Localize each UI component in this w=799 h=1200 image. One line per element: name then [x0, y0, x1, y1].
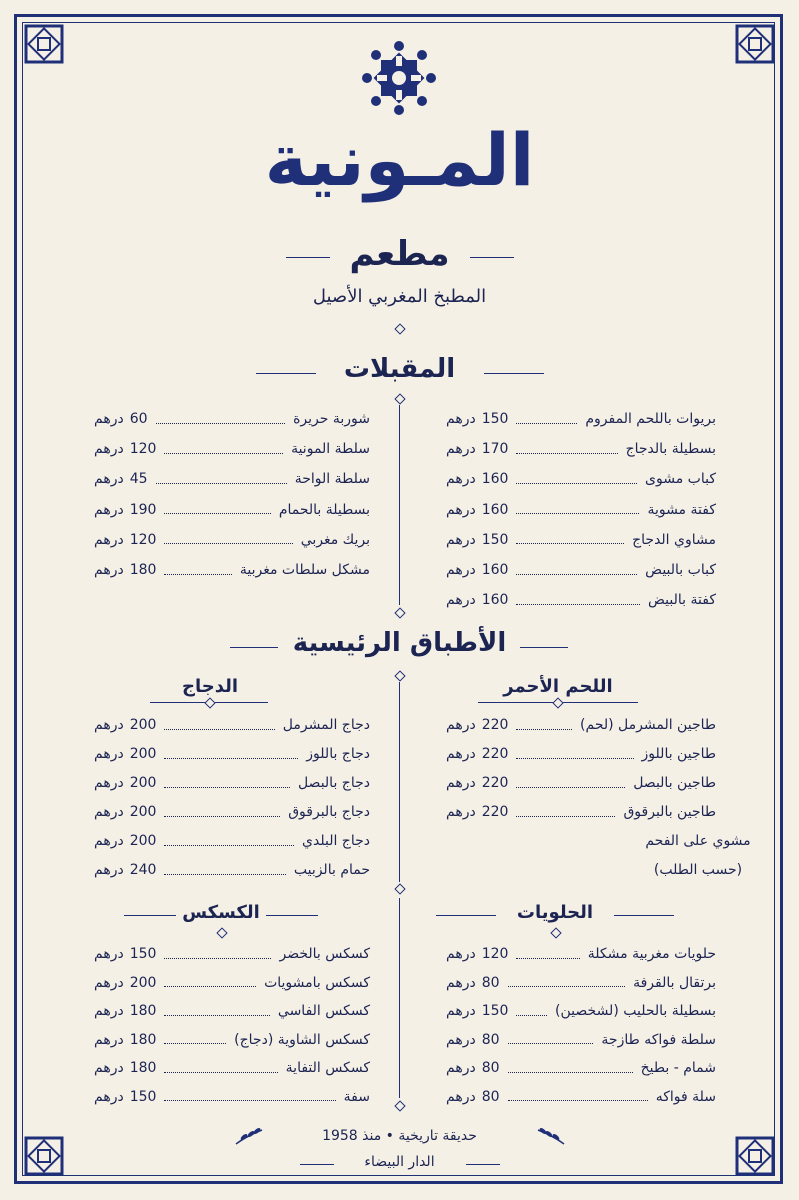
- star-logo-icon: [361, 40, 437, 116]
- menu-item-price: [440, 592, 508, 608]
- menu-item-price: [88, 975, 156, 991]
- dot-leader: [164, 513, 270, 514]
- footer-city: الدار البيضاء: [364, 1154, 435, 1170]
- currency-label: درهم: [94, 1031, 124, 1048]
- currency-label: درهم: [446, 717, 476, 733]
- footer-history: حديقة تاريخية • منذ 1958: [322, 1128, 477, 1144]
- menu-item-name: كفتة مشوية: [647, 501, 716, 518]
- price-value: 150: [481, 531, 509, 548]
- dot-leader: [516, 787, 625, 788]
- menu-item: [88, 437, 370, 461]
- dot-leader: [516, 729, 572, 730]
- menu-item-name: سلطة فواكه طازجة: [601, 1031, 716, 1048]
- dot-leader: [164, 816, 280, 817]
- price-value: 160: [481, 501, 509, 518]
- dot-leader: [164, 758, 298, 759]
- menu-item-name: طاجين بالبصل: [633, 775, 716, 791]
- menu-item-name: طاجين المشرمل (لحم): [580, 717, 716, 733]
- subsection-title-chicken: الدجاج: [181, 676, 239, 697]
- menu-item: [88, 942, 370, 966]
- menu-item: [440, 1085, 716, 1109]
- menu-item-price: [440, 717, 508, 733]
- dot-leader: [516, 513, 639, 514]
- price-value: 80: [481, 974, 500, 991]
- currency-label: درهم: [94, 1088, 124, 1105]
- menu-item-price: [440, 746, 508, 762]
- menu-item-name: حلويات مغربية مشكلة: [587, 946, 716, 962]
- price-value: 240: [129, 862, 157, 878]
- price-value: 45: [129, 471, 148, 488]
- menu-item: [88, 858, 370, 882]
- menu-item-price: [88, 775, 156, 791]
- price-value: 150: [129, 1088, 157, 1105]
- price-value: 120: [481, 946, 509, 962]
- currency-label: درهم: [94, 411, 124, 427]
- dot-leader: [164, 958, 271, 959]
- menu-item: [88, 467, 370, 491]
- menu-item-price: [88, 502, 156, 518]
- menu-item: [88, 771, 370, 795]
- dot-leader: [164, 1100, 335, 1101]
- menu-item-price: [88, 441, 156, 457]
- divider: [124, 915, 176, 916]
- currency-label: درهم: [94, 775, 124, 791]
- dot-leader: [164, 1072, 277, 1073]
- menu-item-price: [440, 775, 508, 791]
- currency-label: درهم: [446, 775, 476, 791]
- menu-item-price: [88, 411, 148, 427]
- menu-item: [440, 858, 799, 882]
- price-value: 80: [481, 1088, 500, 1105]
- menu-item-name: طاجين بالبرقوق: [623, 804, 716, 820]
- menu-item-price: [440, 502, 508, 518]
- price-value: 160: [481, 592, 509, 609]
- dot-leader: [164, 986, 256, 987]
- menu-item: [88, 800, 370, 824]
- dot-leader: [516, 543, 624, 544]
- menu-item: [440, 971, 716, 995]
- menu-item: [88, 528, 370, 552]
- currency-label: درهم: [446, 804, 476, 820]
- menu-item-price: [88, 746, 156, 762]
- currency-label: درهم: [446, 746, 476, 762]
- menu-item-name: كباب بالبيض: [645, 562, 716, 578]
- menu-item: [88, 713, 370, 737]
- menu-item: [440, 800, 716, 824]
- price-value: 150: [481, 411, 509, 427]
- menu-item: [88, 498, 370, 522]
- dot-leader: [516, 483, 637, 484]
- dot-leader: [508, 1043, 594, 1044]
- menu-item-name: شوربة حريرة: [293, 411, 370, 427]
- menu-item-name: مشاوي الدجاج: [632, 531, 716, 548]
- price-value: 170: [481, 441, 509, 458]
- price-value: 200: [129, 746, 157, 762]
- column-divider: [399, 405, 400, 605]
- corner-ornament-icon: [733, 22, 777, 66]
- menu-item-name: كسكس الفاسي: [277, 1003, 370, 1019]
- menu-item-price: [88, 833, 156, 849]
- corner-ornament-icon: [22, 22, 66, 66]
- dot-leader: [164, 845, 294, 846]
- menu-item-price: [440, 441, 508, 457]
- dot-leader: [516, 423, 577, 424]
- menu-item-name: طاجين باللوز: [641, 746, 716, 762]
- tagline: المطبخ المغربي الأصيل: [312, 286, 487, 307]
- currency-label: درهم: [446, 501, 476, 518]
- menu-item-name: سلة فواكه: [655, 1088, 716, 1105]
- menu-item-name: سفة: [343, 1088, 370, 1105]
- menu-item: [440, 467, 716, 491]
- price-value: 160: [481, 471, 509, 488]
- dot-leader: [164, 543, 292, 544]
- currency-label: درهم: [446, 592, 476, 609]
- dot-leader: [508, 986, 626, 987]
- price-value: 200: [129, 974, 157, 991]
- menu-item: [88, 558, 370, 582]
- price-value: 220: [481, 746, 509, 762]
- menu-item: [88, 971, 370, 995]
- menu-item-name: سلطة المونية: [291, 441, 370, 458]
- divider: [266, 915, 318, 916]
- dot-leader: [164, 574, 231, 575]
- menu-item: [88, 1056, 370, 1080]
- menu-item-price: [88, 804, 156, 820]
- menu-item: [88, 407, 370, 431]
- menu-item: [440, 558, 716, 582]
- menu-item: [440, 407, 716, 431]
- dot-leader: [516, 758, 633, 759]
- menu-item: [440, 942, 716, 966]
- menu-item: [440, 999, 716, 1023]
- currency-label: درهم: [446, 946, 476, 962]
- currency-label: درهم: [446, 441, 476, 458]
- menu-item-name: بسطيلة بالحمام: [278, 501, 370, 518]
- currency-label: درهم: [446, 411, 476, 427]
- price-value: 80: [481, 1031, 500, 1048]
- menu-item-price: [440, 411, 508, 427]
- price-value: 60: [129, 411, 148, 427]
- dot-leader: [516, 453, 617, 454]
- price-value: 200: [129, 833, 157, 849]
- divider: [436, 915, 496, 916]
- menu-item-name: دجاج المشرمل: [282, 717, 370, 733]
- menu-item-name: برتقال بالقرفة: [633, 974, 716, 991]
- price-value: 180: [129, 1060, 157, 1076]
- dot-leader: [164, 1015, 269, 1016]
- dot-leader: [156, 423, 286, 424]
- menu-item-name: (حسب الطلب): [653, 862, 743, 878]
- menu-item-price: [88, 1060, 156, 1076]
- section-title-desserts: الحلويات: [516, 902, 594, 923]
- menu-item-price: [440, 1032, 500, 1048]
- price-value: 150: [481, 1003, 509, 1019]
- price-value: 80: [481, 1060, 500, 1076]
- price-value: 120: [129, 531, 157, 548]
- dot-leader: [156, 483, 287, 484]
- menu-item-price: [88, 717, 156, 733]
- currency-label: درهم: [446, 1088, 476, 1105]
- currency-label: درهم: [94, 746, 124, 762]
- menu-item-price: [440, 1060, 500, 1076]
- menu-item: [88, 742, 370, 766]
- dot-leader: [508, 1100, 648, 1101]
- menu-item-name: بسطيلة بالحليب (لشخصين): [555, 1003, 716, 1019]
- menu-item-name: شمام - بطيخ: [640, 1060, 716, 1076]
- price-value: 220: [481, 775, 509, 791]
- menu-item: [440, 742, 716, 766]
- menu-item-price: [440, 804, 508, 820]
- menu-item: [88, 829, 370, 853]
- menu-item-price: [88, 1003, 156, 1019]
- menu-item-price: [440, 975, 500, 991]
- currency-label: درهم: [94, 804, 124, 820]
- currency-label: درهم: [94, 717, 124, 733]
- currency-label: درهم: [94, 441, 124, 458]
- menu-item-name: كسكس بامشويات: [264, 974, 370, 991]
- menu-item: [88, 1085, 370, 1109]
- menu-item-price: [88, 562, 156, 578]
- column-divider: [399, 898, 400, 1098]
- price-value: 220: [481, 717, 509, 733]
- price-value: 150: [129, 946, 157, 962]
- menu-item-price: [440, 1003, 508, 1019]
- menu-item: [440, 1056, 716, 1080]
- menu-item-name: سلطة الواحة: [294, 471, 370, 488]
- menu-item-name: مشوي على الفحم: [645, 833, 751, 849]
- currency-label: درهم: [446, 471, 476, 488]
- currency-label: درهم: [94, 974, 124, 991]
- currency-label: درهم: [94, 946, 124, 962]
- price-value: 190: [129, 501, 157, 518]
- dot-leader: [164, 453, 283, 454]
- dot-leader: [516, 574, 637, 575]
- menu-item: [440, 498, 716, 522]
- currency-label: درهم: [446, 974, 476, 991]
- menu-item: [440, 528, 716, 552]
- menu-item-price: [88, 1089, 156, 1105]
- menu-item: [440, 713, 716, 737]
- menu-item-name: كفتة بالبيض: [648, 592, 716, 609]
- column-divider: [399, 682, 400, 882]
- currency-label: درهم: [94, 833, 124, 849]
- dot-leader: [164, 874, 285, 875]
- menu-item-price: [440, 562, 508, 578]
- subsection-title-meat: اللحم الأحمر: [503, 676, 613, 697]
- menu-item: [440, 829, 799, 853]
- dot-leader: [508, 1072, 633, 1073]
- menu-item-name: كسكس بالخضر: [279, 946, 370, 962]
- menu-item-name: كسكس الشاوية (دجاج): [234, 1031, 370, 1048]
- menu-item-name: كباب مشوى: [645, 471, 716, 488]
- section-title-appetizers: المقبلات: [343, 354, 456, 384]
- dot-leader: [516, 958, 579, 959]
- menu-item-name: دجاج بالبصل: [297, 775, 370, 791]
- menu-item-price: [88, 471, 148, 487]
- menu-item-name: دجاج بالبرقوق: [288, 804, 370, 820]
- restaurant-name: المـونية: [264, 118, 535, 202]
- currency-label: درهم: [94, 471, 124, 488]
- price-value: 200: [129, 775, 157, 791]
- dot-leader: [164, 1043, 226, 1044]
- price-value: 120: [129, 441, 157, 458]
- currency-label: درهم: [94, 531, 124, 548]
- currency-label: درهم: [446, 1060, 476, 1076]
- menu-item-name: دجاج البلدي: [302, 833, 370, 849]
- dot-leader: [164, 787, 290, 788]
- menu-item-price: [88, 532, 156, 548]
- restaurant-type: مطعم: [349, 234, 450, 274]
- menu-item: [440, 1028, 716, 1052]
- dot-leader: [516, 604, 640, 605]
- section-title-couscous: الكسكس: [182, 902, 260, 923]
- menu-item-name: بريك مغربي: [300, 531, 370, 548]
- menu-item-name: مشكل سلطات مغربية: [239, 562, 370, 578]
- menu-item: [440, 771, 716, 795]
- price-value: 220: [481, 804, 509, 820]
- currency-label: درهم: [446, 562, 476, 578]
- currency-label: درهم: [94, 562, 124, 578]
- menu-item-price: [440, 1089, 500, 1105]
- price-value: 200: [129, 804, 157, 820]
- dot-leader: [164, 729, 274, 730]
- menu-item-price: [88, 862, 156, 878]
- currency-label: درهم: [446, 531, 476, 548]
- currency-label: درهم: [446, 1031, 476, 1048]
- menu-item-price: [88, 946, 156, 962]
- currency-label: درهم: [94, 501, 124, 518]
- menu-item-price: [440, 946, 508, 962]
- price-value: 180: [129, 562, 157, 578]
- menu-item-price: [440, 471, 508, 487]
- dot-leader: [516, 816, 615, 817]
- section-title-mains: الأطباق الرئيسية: [292, 628, 507, 658]
- menu-item-price: [88, 1032, 156, 1048]
- menu-item-name: بسطيلة بالدجاج: [625, 441, 716, 458]
- price-value: 180: [129, 1031, 157, 1048]
- menu-item-price: [440, 532, 508, 548]
- currency-label: درهم: [94, 1060, 124, 1076]
- menu-item-name: كسكس التفاية: [285, 1060, 370, 1076]
- currency-label: درهم: [94, 862, 124, 878]
- menu-item: [88, 999, 370, 1023]
- menu-item: [440, 588, 716, 612]
- currency-label: درهم: [446, 1003, 476, 1019]
- currency-label: درهم: [94, 1003, 124, 1019]
- menu-item-name: حمام بالزبيب: [293, 862, 370, 878]
- menu-item: [440, 437, 716, 461]
- menu-item-name: دجاج باللوز: [306, 746, 370, 762]
- menu-item: [88, 1028, 370, 1052]
- price-value: 180: [129, 1003, 157, 1019]
- price-value: 200: [129, 717, 157, 733]
- price-value: 160: [481, 562, 509, 578]
- dot-leader: [516, 1015, 547, 1016]
- menu-item-name: بريوات باللحم المفروم: [585, 411, 716, 427]
- divider: [614, 915, 674, 916]
